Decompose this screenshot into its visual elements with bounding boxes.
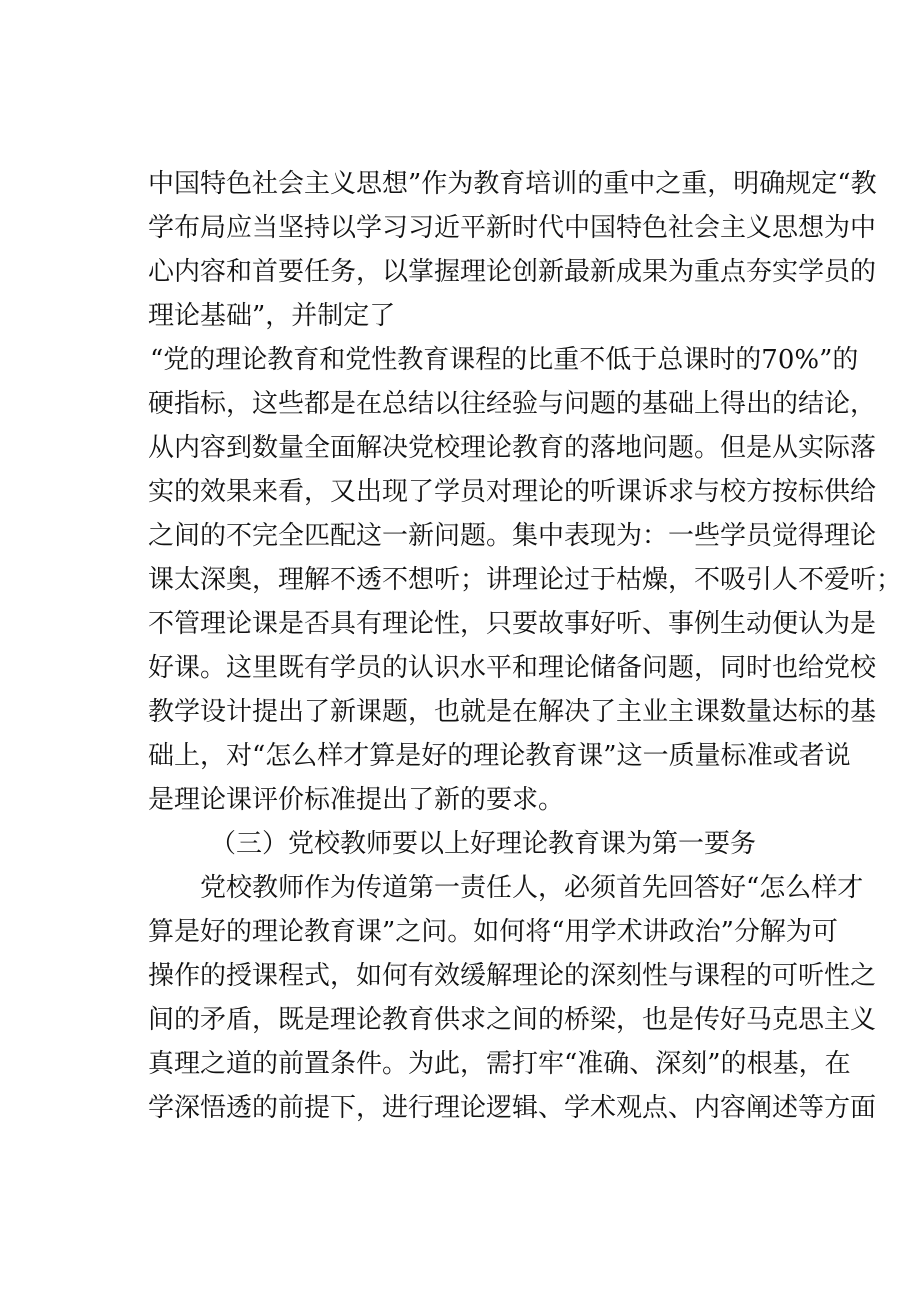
text-line-13: 教学设计提出了新课题，也就是在解决了主业主课数量达标的基 <box>148 697 877 727</box>
text-line-14: 础上，对“怎么样才算是好的理论教育课”这一质量标准或者说 <box>148 741 851 771</box>
section-heading: （三）党校教师要以上好理论教育课为第一要务 <box>210 829 757 859</box>
text-line-18: 算是好的理论教育课”之问。如何将“用学术讲政治”分解为可 <box>148 917 838 947</box>
text-line-10: 课太深奥，理解不透不想听；讲理论过于枯燥，不吸引人不爱听； <box>148 565 903 595</box>
text-line-2: 学布局应当坚持以学习习近平新时代中国特色社会主义思想为中 <box>148 213 877 243</box>
text-line-9: 之间的不完全匹配这一新问题。集中表现为：一些学员觉得理论 <box>148 521 877 551</box>
text-line-21: 真理之道的前置条件。为此，需打牢“准确、深刻”的根基，在 <box>148 1049 851 1079</box>
text-line-12: 好课。这里既有学员的认识水平和理论储备问题，同时也给党校 <box>148 653 877 683</box>
text-line-3: 心内容和首要任务，以掌握理论创新最新成果为重点夯实学员的 <box>148 257 877 287</box>
text-line-5: “党的理论教育和党性教育课程的比重不低于总课时的70%”的 <box>150 345 859 375</box>
text-line-7: 从内容到数量全面解决党校理论教育的落地问题。但是从实际落 <box>148 433 877 463</box>
text-line-11: 不管理论课是否具有理论性，只要故事好听、事例生动便认为是 <box>148 609 877 639</box>
text-line-8: 实的效果来看，又出现了学员对理论的听课诉求与校方按标供给 <box>148 477 877 507</box>
text-line-6: 硬指标，这些都是在总结以往经验与问题的基础上得出的结论， <box>148 389 877 419</box>
text-line-15: 是理论课评价标准提出了新的要求。 <box>148 785 565 815</box>
text-line-17: 党校教师作为传道第一责任人，必须首先回答好“怎么样才 <box>200 873 864 903</box>
text-line-4: 理论基础”，并制定了 <box>148 301 396 331</box>
text-line-1: 中国特色社会主义思想”作为教育培训的重中之重，明确规定“教 <box>148 169 877 199</box>
text-line-20: 间的矛盾，既是理论教育供求之间的桥梁，也是传好马克思主义 <box>148 1005 877 1035</box>
text-line-19: 操作的授课程式，如何有效缓解理论的深刻性与课程的可听性之 <box>148 961 877 991</box>
text-line-22: 学深悟透的前提下，进行理论逻辑、学术观点、内容阐述等方面 <box>148 1093 877 1123</box>
